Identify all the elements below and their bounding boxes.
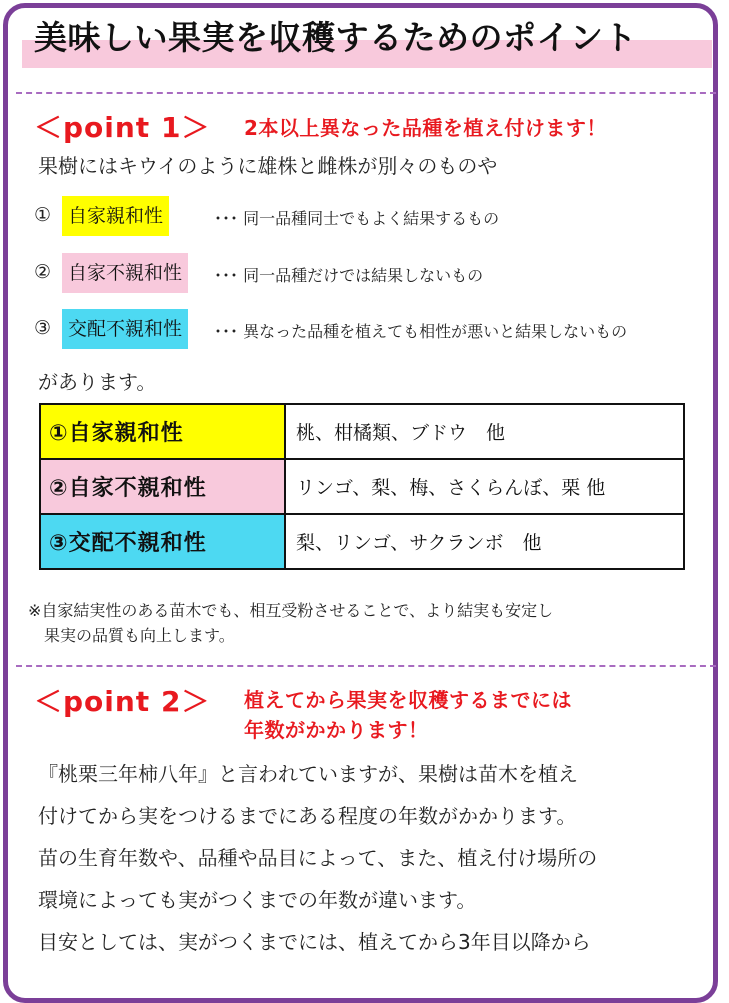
point1-label — [34, 106, 210, 146]
point1-headline — [244, 112, 607, 141]
table-key-cell: ③交配不親和性 — [40, 514, 285, 569]
footnote — [28, 598, 718, 648]
table-row — [40, 404, 684, 459]
table-value-cell: リンゴ、梨、梅、さくらんぼ、栗 他 — [285, 459, 684, 514]
item-description: ･･･ 異なった品種を植えても相性が悪いと結果しないもの — [214, 322, 628, 341]
table-key-cell: ①自家親和性 — [40, 404, 285, 459]
item-description: ･･･ 同一品種同士でもよく結果するもの — [214, 209, 500, 228]
point1-outro: があります。 — [38, 370, 157, 394]
point2-line-4: 環境によっても実がつくまでの年数が違います。 — [38, 888, 477, 912]
page-title: 美味しい果実を収穫するためのポイント — [34, 18, 637, 57]
table-row — [40, 459, 684, 514]
point1-label-text: ＜point 1＞ — [34, 111, 211, 144]
item-number: ① — [34, 204, 52, 226]
point2-headline-1 — [244, 684, 572, 713]
compatibility-table — [39, 403, 685, 570]
item-number: ② — [34, 261, 52, 283]
point2-label — [34, 680, 210, 720]
point1-headline-text: 2本以上異なった品種を植え付けます！ — [244, 116, 607, 140]
point2-line-3: 苗の生育年数や、品種や品目によって、また、植え付け場所の — [38, 846, 598, 870]
table-value-cell: 梨、リンゴ、サクランボ 他 — [285, 514, 684, 569]
item-description: ･･･ 同一品種だけでは結果しないもの — [214, 266, 484, 285]
divider-top — [16, 92, 716, 94]
table-value-cell: 桃、柑橘類、ブドウ 他 — [285, 404, 684, 459]
item-tag-self-incompatible: 自家不親和性 — [62, 253, 188, 293]
footnote-line-2: 果実の品質も向上します。 — [44, 626, 235, 645]
item-tag-self-compatible: 自家親和性 — [62, 196, 169, 236]
table-key-cell: ②自家不親和性 — [40, 459, 285, 514]
divider-middle — [16, 665, 716, 667]
point2-headline-text-2: 年数がかかります！ — [244, 718, 429, 742]
table-row — [40, 514, 684, 569]
point2-line-2: 付けてから実をつけるまでにある程度の年数がかかります。 — [38, 804, 577, 828]
point2-line-1: 『桃栗三年柿八年』と言われていますが、果樹は苗木を植え — [38, 762, 578, 786]
point2-headline-2 — [244, 714, 429, 743]
item-number: ③ — [34, 317, 52, 339]
point2-label-text: ＜point 2＞ — [34, 685, 211, 718]
item-tag-cross-incompatible: 交配不親和性 — [62, 309, 188, 349]
point2-line-5: 目安としては、実がつくまでには、植えてから3年目以降から — [38, 930, 591, 954]
footnote-line-1: ※自家結実性のある苗木でも、相互受粉させることで、より結実も安定し — [28, 601, 554, 620]
point2-headline-text-1: 植えてから果実を収穫するまでには — [244, 688, 572, 712]
point1-intro: 果樹にはキウイのように雄株と雌株が別々のものや — [38, 154, 498, 178]
